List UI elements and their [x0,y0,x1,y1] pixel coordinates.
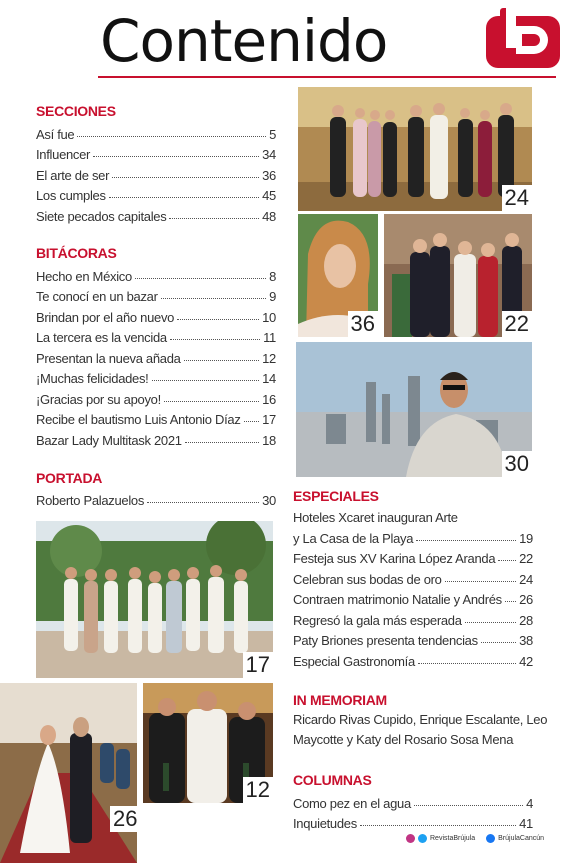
page-number-badge: 12 [243,777,273,803]
photo-festeja-xv[interactable] [384,214,532,337]
page-title: Contenido [100,7,388,75]
list-item[interactable]: Siete pecados capitales 48 [36,208,276,224]
page-number-badge: 36 [348,311,378,337]
list-item[interactable]: Los cumples 45 [36,188,276,203]
list-item[interactable]: Te conocí en un bazar 9 [36,289,276,304]
title-underline [98,76,556,78]
list-item[interactable]: Inquietudes 41 [293,816,533,831]
list-item[interactable]: Brindan por el año nuevo 10 [36,309,276,325]
list-item[interactable]: Presentan la nueva añada 12 [36,350,276,366]
page-number-badge: 22 [502,311,532,337]
facebook-handle[interactable]: BrújulaCancún [498,835,545,842]
portada-list [36,487,276,508]
memoriam-line-2: Maycotte y Katy del Rosario Sosa Mena [293,732,514,747]
list-item[interactable]: Contraen matrimonio Natalie y Andrés 26 [293,592,533,607]
list-item[interactable]: Celebran sus bodas de oro 24 [293,571,533,587]
instagram-icon [406,834,415,843]
photo-boda[interactable] [0,683,137,863]
list-item[interactable]: Especial Gastronomía 42 [293,653,533,669]
list-item[interactable]: y La Casa de la Playa 19 [293,530,533,546]
list-item[interactable]: Paty Briones presenta tendencias 38 [293,633,533,648]
list-item[interactable]: Regresó la gala más esperada 28 [293,612,533,628]
list-item[interactable]: Bazar Lady Multitask 2021 18 [36,432,276,448]
list-item[interactable]: Influencer 34 [36,147,276,162]
list-item[interactable]: Hecho en México 8 [36,268,276,284]
page-number-badge: 24 [502,185,532,211]
list-item[interactable]: Roberto Palazuelos 30 [36,492,276,508]
secciones-list [36,121,276,224]
list-item[interactable]: El arte de ser 36 [36,167,276,183]
columnas-list [293,790,533,831]
list-item[interactable]: Recibe el bautismo Luis Antonio Díaz 17 [36,412,276,427]
page-number-badge: 26 [110,806,137,832]
photo-portada[interactable] [296,342,532,477]
memoriam-line-1: Ricardo Rivas Cupido, Enrique Escalante, Leo [293,712,548,727]
list-item[interactable]: La tercera es la vencida 11 [36,330,276,345]
photo-bautismo[interactable] [36,521,273,678]
portada-heading: PORTADA [36,470,103,486]
social-handle[interactable]: RevistaBrújula [430,835,476,842]
memoriam-heading: IN MEMORIAM [293,692,387,708]
photo-nueva-anada[interactable] [143,683,273,803]
twitter-icon [418,834,427,843]
brujula-logo [486,4,560,74]
social-footer [406,834,544,843]
page-number-badge: 30 [502,451,532,477]
list-item[interactable]: ¡Gracias por su apoyo! 16 [36,391,276,407]
photo-el-arte-de-ser[interactable] [298,214,378,337]
list-item[interactable]: Así fue 5 [36,126,276,142]
page-number-badge: 17 [243,652,273,678]
columnas-heading: COLUMNAS [293,772,372,788]
especiales-list [293,525,533,669]
list-item[interactable]: Festeja sus XV Karina López Aranda 22 [293,551,533,566]
especiales-heading: ESPECIALES [293,488,379,504]
bitacoras-heading: BITÁCORAS [36,245,117,261]
facebook-icon [486,834,495,843]
secciones-heading: SECCIONES [36,103,116,119]
especiales-first-line: Hoteles Xcaret inauguran Arte [293,510,458,525]
list-item[interactable]: ¡Muchas felicidades! 14 [36,371,276,386]
photo-bodas-de-oro[interactable] [298,87,532,211]
list-item[interactable]: Como pez en el agua 4 [293,795,533,811]
bitacoras-list [36,263,276,448]
